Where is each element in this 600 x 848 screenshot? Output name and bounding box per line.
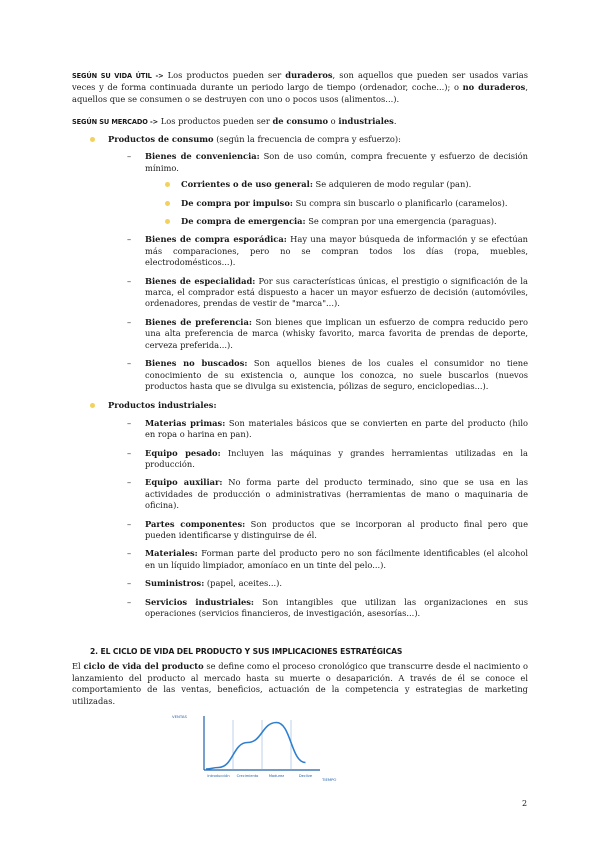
- list-item-impulso: De compra por impulso: Su compra sin buscarlo o planificarlo (caramelos).: [72, 198, 528, 209]
- page-number: 2: [522, 799, 528, 808]
- dash-icon: –: [127, 151, 132, 162]
- section-vida-util: [72, 70, 528, 105]
- list-item-industriales: Productos industriales:: [72, 400, 528, 411]
- chart-category-label: Crecimiento: [236, 774, 259, 778]
- dash-icon: –: [127, 477, 132, 488]
- dash-icon: –: [127, 578, 132, 589]
- dash-icon: –: [127, 275, 132, 286]
- list-item-consumo: Productos de consumo (según la frecuencia de compra y esfuerzo):: [72, 134, 528, 145]
- bullet-icon: [165, 201, 170, 206]
- list-consumo: [72, 134, 528, 619]
- product-lifecycle-chart: [170, 712, 350, 784]
- dash-icon: –: [127, 447, 132, 458]
- chart-y-label: VENTAS: [172, 714, 187, 719]
- dash-icon: –: [127, 358, 132, 369]
- kicker-vida-util: SEGÚN SU VIDA ÚTIL ->: [72, 72, 164, 80]
- chart-category-label: Madurez: [268, 774, 285, 778]
- list-item-emergencia: De compra de emergencia: Se compran por una emergencia (paraguas).: [72, 216, 528, 227]
- list-item-partes-componentes: – Partes componentes: Son productos que se incorporan al producto final pero que pueden identificarse y distinguirse de él.: [127, 518, 528, 540]
- chart-category-label: Introducción: [207, 774, 230, 778]
- bullet-icon: [165, 219, 170, 224]
- chart-category-label: Declive: [298, 774, 313, 778]
- chart-category-labels: [207, 774, 313, 778]
- kicker-mercado: SEGÚN SU MERCADO ->: [72, 118, 159, 126]
- dash-icon: –: [127, 417, 132, 428]
- section-heading: 2. EL CICLO DE VIDA DEL PRODUCTO Y SUS IMPLICACIONES ESTRATÉGICAS: [90, 647, 403, 656]
- paragraph-ciclo-vida: El ciclo de vida del producto se define como el proceso cronológico que transcurre desde el nacimiento o lanzamiento del producto al mercado hasta su muerte o desaparición. A través de él se conoce el comportamiento de las ventas, beneficios, actuación de la competencia y estrategias de marketing utilizadas.: [72, 661, 528, 706]
- dash-icon: –: [127, 234, 132, 245]
- list-item-suministros: – Suministros: (papel, aceites...).: [127, 578, 283, 589]
- paragraph-mercado: SEGÚN SU MERCADO -> Los productos pueden ser de consumo o industriales.: [72, 116, 397, 126]
- list-item-equipo-auxiliar: – Equipo auxiliar: No forma parte del producto terminado, sino que se usa en las actividades de producción o administrativas (herramientas de mano o maquinaria de oficina).: [127, 477, 528, 511]
- bullet-icon: [90, 137, 95, 142]
- section-ciclo-vida: [72, 646, 528, 707]
- bullet-icon: [90, 403, 95, 408]
- list-item-especialidad: – Bienes de especialidad: Por sus características únicas, el prestigio o significación de la marca, el comprador está dispuesto a hacer un mayor esfuerzo de decisión (automóviles, ordenadores, prendas de vestir de "marca"...).: [127, 275, 528, 309]
- dash-icon: –: [127, 548, 132, 559]
- chart-series-line: [206, 723, 306, 770]
- list-item-materiales: – Materiales: Forman parte del producto pero no son fácilmente identificables (el alcohol en un líquido limpiador, amoníaco en un tinte del pelo...).: [127, 548, 528, 570]
- dash-icon: –: [127, 596, 132, 607]
- list-item-corrientes: Corrientes o de uso general: Se adquieren de modo regular (pan).: [72, 179, 528, 190]
- list-item-esporadica: – Bienes de compra esporádica: Hay una mayor búsqueda de información y se efectúan más comparaciones, pero no se compran todos los días (ropa, muebles, electrodomésticos...).: [127, 234, 528, 268]
- list-item-servicios-industriales: – Servicios industriales: Son intangibles que utilizan las organizaciones en sus operaciones (servicios financieros, de investigación, asesorías...).: [127, 596, 528, 618]
- dash-icon: –: [127, 316, 132, 327]
- list-item-equipo-pesado: – Equipo pesado: Incluyen las máquinas y grandes herramientas utilizadas en la producción.: [127, 447, 528, 469]
- list-item-conveniencia: – Bienes de conveniencia: Son de uso común, compra frecuente y esfuerzo de decisión mínimo.: [127, 151, 528, 173]
- list-item-no-buscados: – Bienes no buscados: Son aquellos bienes de los cuales el consumidor no tiene conocimiento de su existencia o, aunque los conozca, no suele buscarlos (nuevos productos hasta que se divulga su existencia, pólizas de seguro, enciclopedias...).: [127, 358, 528, 391]
- chart-x-label: TIEMPO: [322, 777, 337, 782]
- list-item-preferencia: – Bienes de preferencia: Son bienes que implican un esfuerzo de compra reducido pero una alta preferencia de marca (whisky favorito, marca favorita de prendas de deporte, cerveza preferida...).: [127, 316, 528, 350]
- dash-icon: –: [127, 518, 132, 529]
- paragraph-vida-util: SEGÚN SU VIDA ÚTIL -> Los productos pueden ser duraderos, son aquellos que pueden ser usados varias veces y de forma continuada durante un periodo largo de tiempo (ordenador, coche...); o no duraderos, aquellos que se consumen o se destruyen con uno o pocos usos (alimentos...).: [72, 70, 529, 104]
- bullet-icon: [165, 182, 170, 187]
- section-mercado: [72, 116, 528, 128]
- list-item-materias-primas: – Materias primas: Son materiales básicos que se convierten en parte del producto (hilo en ropa o harina en pan).: [127, 417, 529, 440]
